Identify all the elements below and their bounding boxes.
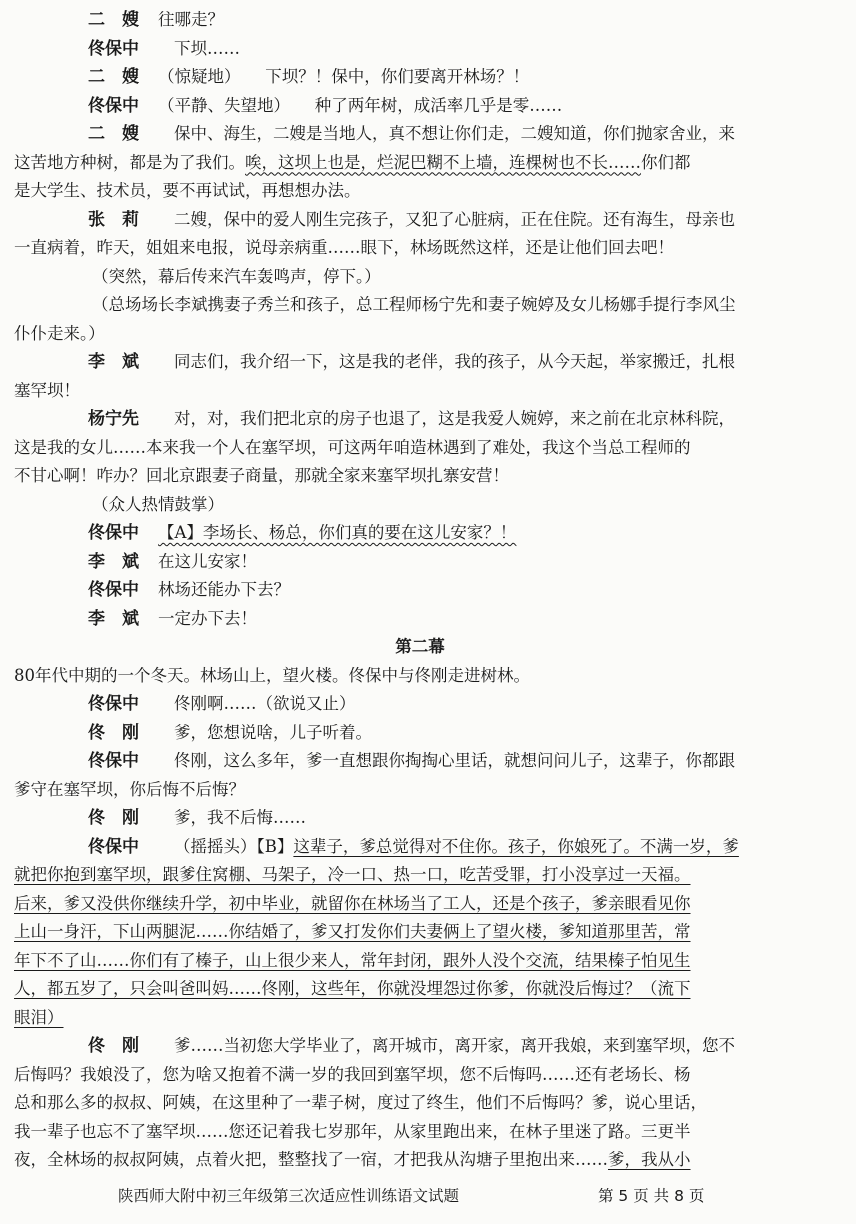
dialogue-text: 林场还能办下去？ — [158, 580, 290, 599]
dialogue-text: 佟刚啊……（欲说又止） — [174, 694, 356, 713]
underlined-text: 【A】李场长、杨总，你们真的要在这儿安家？！ — [158, 523, 517, 542]
continuation-line: 这是我的女儿……本来我一个人在塞罕坝，可这两年咱造林遇到了难处，我这个当总工程师的 — [14, 437, 691, 457]
dialogue-text: 你们都 — [641, 152, 691, 172]
dialogue-text: 二嫂，保中的爱人刚生完孩子，又犯了心脏病，正在住院。还有海生，母亲也 — [174, 209, 735, 229]
continuation-line: 塞罕坝！ — [14, 380, 80, 400]
dialogue-line — [74, 35, 826, 64]
speaker-name: 佟 刚 — [88, 1036, 139, 1056]
exam-title: 陕西师大附中初三年级第三次适应性训练语文试题 — [118, 1187, 460, 1205]
continuation-line: 上山一身汗，下山两腿泥……你结婚了，爹又打发你们夫妻俩上了望火楼，爹知道那里苦，常 — [14, 922, 691, 941]
dialogue-text: 对，对，我们把北京的房子也退了，这是我爱人婉婷，来之前在北京林科院， — [174, 409, 735, 428]
continuation-line — [14, 177, 826, 206]
dialogue-line — [74, 206, 826, 235]
continuation-line — [14, 234, 826, 263]
speaker-name: 佟保中 — [88, 836, 139, 857]
dialogue-text: 一直病着，昨天，姐姐来电报，说母亲病重……眼下，林场既然这样，还是让他们回去吧！ — [14, 238, 674, 257]
continuation-line: 夜，全林场的叔叔阿姨，点着火把，整整找了一宿，才把我从沟塘子里抱出来……爹，我从小 — [14, 1150, 691, 1169]
speaker-name: 佟保中 — [88, 580, 139, 600]
continuation-line: 就把你抱到塞罕坝，跟爹住窝棚、马架子，冷一口、热一口，吃苦受罪，打小没享过一天福。 — [14, 865, 691, 884]
dialogue-line — [74, 348, 826, 377]
speaker-name: 佟保中 — [88, 523, 139, 543]
speaker-name: 李 斌 — [88, 608, 139, 629]
dialogue-text: 爹，您想说啥，儿子听着。 — [174, 722, 372, 742]
continuation-line: 我一辈子也忘不了塞罕坝……您还记着我七岁那年，从家里跑出来，在林子里迷了路。三更半 — [14, 1121, 691, 1141]
document-page — [14, 6, 826, 1175]
continuation-line: 总和那么多的叔叔、阿姨，在这里种了一辈子树，度过了终生，他们不后悔吗？爹，说心里话， — [14, 1093, 707, 1112]
dialogue-line — [74, 120, 826, 149]
dialogue-text: 在这儿安家！ — [158, 551, 257, 571]
dialogue-line — [74, 63, 826, 92]
underlined-text: 唉，这坝上也是，烂泥巴糊不上墙，连棵树也不长…… — [245, 152, 641, 172]
speaker-name: 张 莉 — [88, 209, 139, 230]
dialogue-line — [74, 690, 826, 719]
speaker-name: 二 嫂 — [88, 67, 139, 87]
underlined-text: 爹，我从小 — [608, 1150, 691, 1169]
dialogue-text: 往哪走？ — [158, 10, 224, 29]
continuation-line: 不甘心啊！咋办？回北京跟妻子商量，那就全家来塞罕坝扎寨安营！ — [14, 466, 509, 485]
dialogue-text: 下坝…… — [174, 38, 240, 58]
dialogue-line — [74, 719, 826, 748]
dialogue-line — [74, 405, 826, 434]
continuation-line: 爹守在塞罕坝，你后悔不后悔？ — [14, 779, 245, 799]
speaker-name: 佟保中 — [88, 751, 139, 771]
dialogue-text: 爹……当初您大学毕业了，离开城市，离开家，离开我娘，来到塞罕坝，您不 — [174, 1036, 735, 1055]
stage-direction: （突然，幕后传来汽车轰鸣声，停下。） — [92, 266, 381, 286]
continuation-line: 仆仆走来。） — [14, 323, 105, 343]
act-heading: 第二幕 — [395, 637, 445, 656]
speaker-name: 佟 刚 — [88, 808, 139, 828]
speaker-name: 二 嫂 — [88, 124, 139, 144]
dialogue-text: 保中、海生，二嫂是当地人，真不想让你们走，二嫂知道，你们抛家舍业，来 — [174, 124, 735, 143]
dialogue-text: 这苦地方种树，都是为了我们。 — [14, 152, 245, 172]
dialogue-text: 佟刚，这么多年，爹一直想跟你掏掏心里话，就想问问儿子，这辈子，你都跟 — [174, 751, 735, 770]
continuation-line: 人，都五岁了，只会叫爸叫妈……佟刚，这些年，你就没埋怨过你爹，你就没后悔过？（流下 — [14, 979, 691, 998]
scene-description: 80年代中期的一个冬天。林场山上，望火楼。佟保中与佟刚走进树林。 — [14, 665, 530, 685]
continuation-line: 年下不了山……你们有了榛子，山上很少来人，常年封闭，跟外人没个交流，结果榛子怕见生 — [14, 950, 691, 970]
dialogue-text: 一定办下去！ — [158, 608, 257, 628]
dialogue-line — [74, 605, 826, 634]
continuation-line: 后来，爹又没供你继续升学，初中毕业，就留你在林场当了工人，还是个孩子，爹亲眼看见你 — [14, 893, 691, 913]
underlined-text: 这辈子，爹总觉得对不住你。孩子，你娘死了。不满一岁，爹 — [293, 836, 739, 856]
dialogue-text: （平静、失望地） 种了两年树，成活率几乎是零…… — [158, 95, 563, 115]
dialogue-line — [74, 833, 826, 862]
dialogue-line — [74, 804, 826, 833]
speaker-name: 佟保中 — [88, 38, 139, 59]
dialogue-line — [74, 1032, 826, 1061]
dialogue-line — [74, 6, 826, 35]
continuation-line: 后悔吗？我娘没了，您为啥又抱着不满一岁的我回到塞罕坝，您不后悔吗……还有老场长、杨 — [14, 1064, 691, 1084]
dialogue-text: （摇摇头）【B】 — [174, 836, 294, 856]
dialogue-line — [74, 747, 826, 776]
speaker-name: 李 斌 — [88, 352, 139, 372]
page-number: 第 5 页 共 8 页 — [598, 1187, 705, 1205]
dialogue-text: 同志们，我介绍一下，这是我的老伴，我的孩子，从今天起，举家搬迁，扎根 — [174, 352, 735, 371]
dialogue-line — [74, 519, 826, 548]
dialogue-line — [74, 548, 826, 577]
speaker-name: 佟保中 — [88, 95, 139, 116]
speaker-name: 二 嫂 — [88, 10, 139, 30]
dialogue-line — [74, 92, 826, 121]
continuation-line — [14, 149, 826, 178]
dialogue-text: 爹，我不后悔…… — [174, 808, 306, 827]
dialogue-text: （惊疑地） 下坝？！保中，你们要离开林场？！ — [158, 67, 530, 86]
continuation-line: 眼泪） — [14, 1007, 64, 1027]
stage-direction: （众人热情鼓掌） — [92, 494, 224, 514]
speaker-name: 杨宁先 — [88, 409, 139, 429]
speaker-name: 李 斌 — [88, 551, 139, 572]
stage-direction: （总场场长李斌携妻子秀兰和孩子，总工程师杨宁先和妻子婉婷及女儿杨娜手提行李风尘 — [92, 295, 736, 314]
dialogue-line — [74, 576, 826, 605]
dialogue-text: 是大学生、技术员，要不再试试，再想想办法。 — [14, 181, 361, 200]
speaker-name: 佟 刚 — [88, 722, 139, 743]
speaker-name: 佟保中 — [88, 694, 139, 714]
